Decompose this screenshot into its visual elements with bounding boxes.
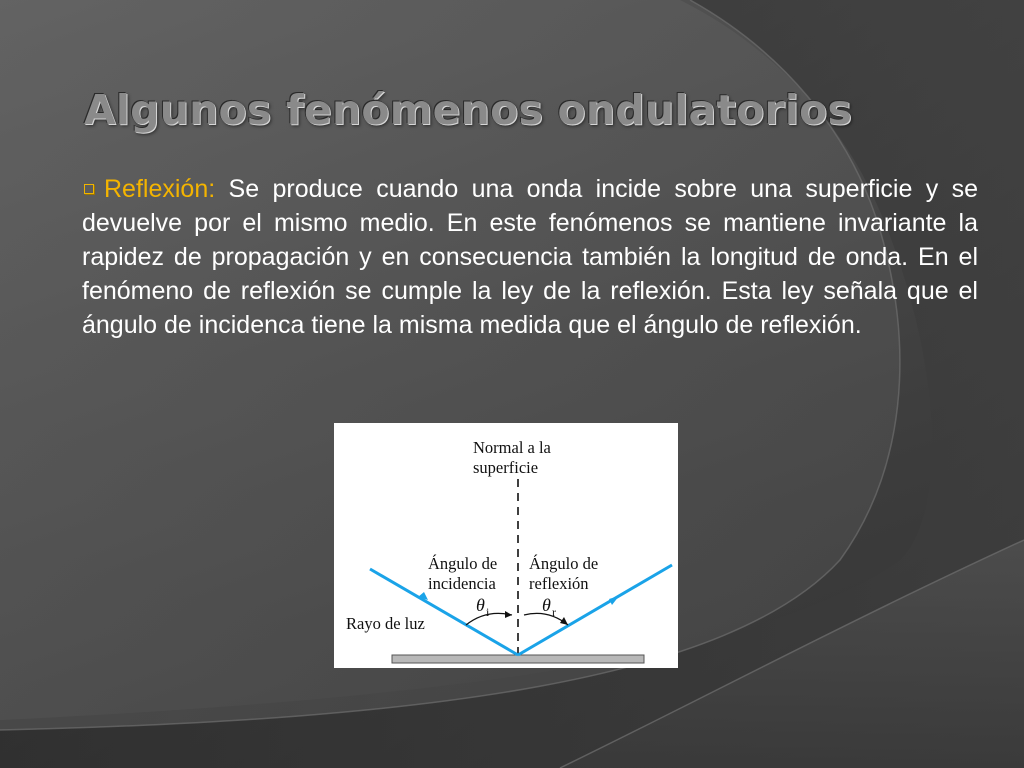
incidence-label-line1: Ángulo de <box>428 554 498 573</box>
reflecting-surface <box>392 655 644 663</box>
theta-incidence-sub: i <box>486 605 490 619</box>
slide-title: Algunos fenómenos ondulatorios <box>84 86 853 134</box>
reflection-diagram <box>334 423 678 668</box>
square-bullet-icon <box>84 184 94 194</box>
theta-incidence-symbol: θ <box>476 595 485 615</box>
incidence-label-line2: incidencia <box>428 574 496 593</box>
incidence-arc-arrow-icon <box>505 611 512 618</box>
ray-label: Rayo de luz <box>346 614 425 633</box>
slide-paragraph <box>82 172 978 342</box>
reflection-arc-arrow-icon <box>560 617 568 625</box>
normal-label-line2: superficie <box>473 458 539 477</box>
paragraph-text: Se produce cuando una onda incide sobre una superficie y se devuelve por el mismo medio. En este fenómenos se mantiene invariante la rapidez de propagación y en consecuencia también la longitud de onda. En el fenómeno de reflexión se cumple la ley de la reflexión. Esta ley señala que el ángulo de incidenca tiene la misma medida que el ángulo de reflexión. <box>82 175 978 339</box>
normal-label-line1: Normal a la <box>473 438 551 457</box>
paragraph-keyword: Reflexión: <box>104 175 216 203</box>
reflection-label-line1: Ángulo de <box>529 554 599 573</box>
theta-reflection-sub: r <box>552 605 556 619</box>
reflection-diagram-svg <box>334 423 678 668</box>
reflection-label-line2: reflexión <box>529 574 589 593</box>
theta-reflection-symbol: θ <box>542 595 551 615</box>
